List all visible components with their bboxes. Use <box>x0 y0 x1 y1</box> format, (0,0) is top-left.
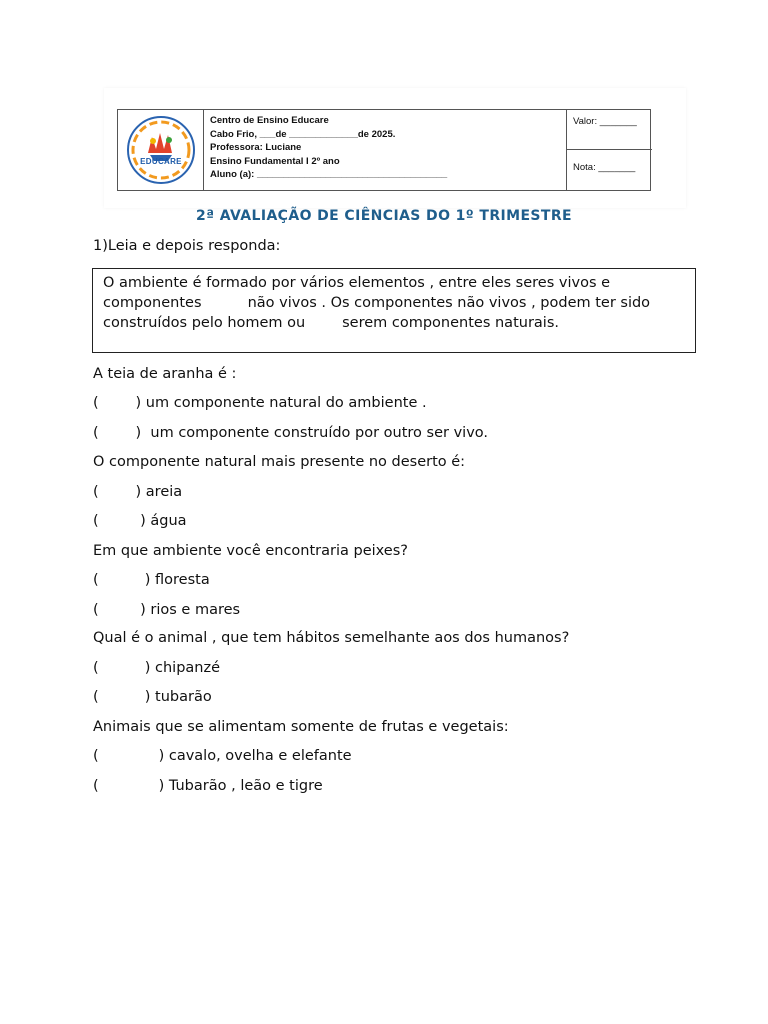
school-name: Centro de Ensino Educare <box>210 115 329 126</box>
text-line: componentes não vivos . Os componentes não vivos , podem ter sido <box>103 295 651 311</box>
question-1-label: 1)Leia e depois responda: <box>93 238 281 254</box>
answer-option: ( ) floresta <box>93 572 210 588</box>
question-prompt: A teia de aranha é : <box>93 366 237 382</box>
question-prompt: Qual é o animal , que tem hábitos semelhante aos dos humanos? <box>93 630 570 646</box>
school-info <box>210 114 560 182</box>
school-logo-icon <box>126 115 196 185</box>
answer-option: ( ) tubarão <box>93 689 212 705</box>
answer-option: ( ) um componente natural do ambiente . <box>93 395 427 411</box>
reading-text-box <box>92 268 696 353</box>
page-title: 2ª AVALIAÇÃO DE CIÊNCIAS DO 1º TRIMESTRE <box>196 208 572 224</box>
header-table <box>117 109 651 191</box>
question-prompt: Em que ambiente você encontraria peixes? <box>93 543 408 559</box>
question-prompt: Animais que se alimentam somente de frutas e vegetais: <box>93 719 509 735</box>
logo-text: EDUCARE <box>140 157 182 166</box>
date-line: Cabo Frio, ___de _____________de 2025. <box>210 128 396 140</box>
answer-option: ( ) cavalo, ovelha e elefante <box>93 748 352 764</box>
logo-cell <box>118 110 204 190</box>
text-line: construídos pelo homem ou serem componentes naturais. <box>103 315 559 331</box>
answer-option: ( ) chipanzé <box>93 660 221 676</box>
answer-option: ( ) Tubarão , leão e tigre <box>93 778 323 794</box>
teacher-line: Professora: Luciane <box>210 142 302 153</box>
student-line: Aluno (a): ____________________________________ <box>210 169 448 180</box>
answer-option: ( ) um componente construído por outro ser vivo. <box>93 425 489 441</box>
nota-field: Nota: _______ <box>573 162 636 173</box>
answer-option: ( ) rios e mares <box>93 602 241 618</box>
answer-option: ( ) água <box>93 513 187 529</box>
text-line: O ambiente é formado por vários elementos , entre eles seres vivos e <box>103 275 611 291</box>
score-cell <box>566 110 652 190</box>
grade-line: Ensino Fundamental I 2º ano <box>210 155 340 167</box>
question-prompt: O componente natural mais presente no deserto é: <box>93 454 466 470</box>
answer-option: ( ) areia <box>93 484 183 500</box>
valor-field: Valor: _______ <box>567 110 652 150</box>
